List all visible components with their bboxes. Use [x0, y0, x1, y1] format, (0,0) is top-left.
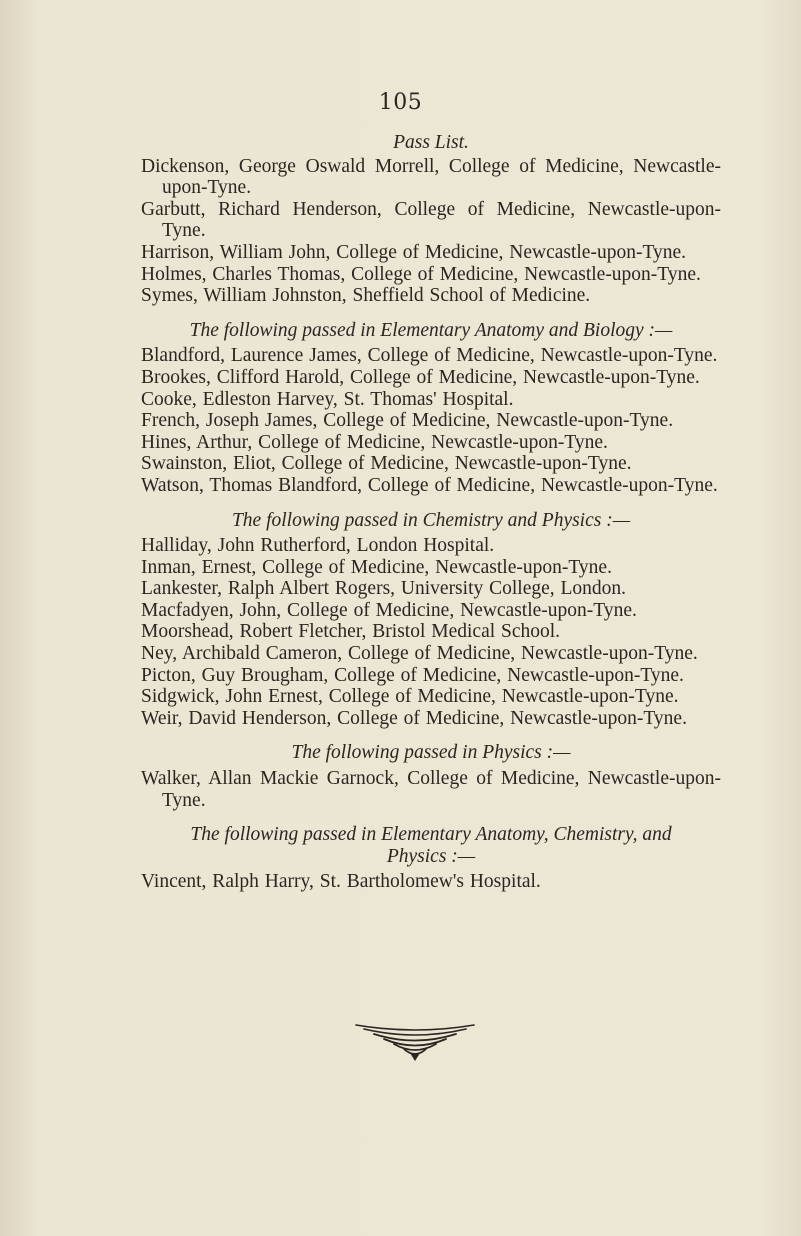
- section-heading: The following passed in Chemistry and Physics :—: [231, 509, 631, 531]
- list-entry: Swainston, Eliot, College of Medicine, Newcastle-upon-Tyne.: [141, 453, 632, 475]
- pass-list-title: Pass List.: [393, 132, 469, 153]
- list-entry: French, Joseph James, College of Medicine, Newcastle-upon-Tyne.: [141, 410, 674, 432]
- list-entry: Ney, Archibald Cameron, College of Medicine, Newcastle-upon-Tyne.: [141, 643, 698, 665]
- list-entry: Sidgwick, John Ernest, College of Medicine, Newcastle-upon-Tyne.: [141, 686, 679, 708]
- pass-list-content: [141, 132, 721, 893]
- list-entry: Symes, William Johnston, Sheffield School of Medicine.: [141, 285, 591, 307]
- list-entry: Halliday, John Rutherford, London Hospital.: [141, 535, 495, 557]
- list-entry: Blandford, Laurence James, College of Medicine, Newcastle-upon-Tyne.: [141, 345, 718, 367]
- list-entry: Brookes, Clifford Harold, College of Medicine, Newcastle-upon-Tyne.: [141, 366, 700, 388]
- page-number: 105: [378, 90, 423, 115]
- section-chemistry-physics: [141, 510, 721, 730]
- section-heading: The following passed in Physics :—: [291, 742, 571, 764]
- list-entry: Hines, Arthur, College of Medicine, Newcastle-upon-Tyne.: [141, 431, 608, 453]
- list-entry: Watson, Thomas Blandford, College of Medicine, Newcastle-upon-Tyne.: [141, 474, 718, 496]
- section-heading: The following passed in Elementary Anatomy and Biology :—: [189, 319, 673, 341]
- printers-tailpiece-ornament-icon: [352, 1021, 478, 1063]
- list-entry: Lankester, Ralph Albert Rogers, University College, London.: [141, 578, 627, 600]
- list-entry: Holmes, Charles Thomas, College of Medicine, Newcastle-upon-Tyne.: [141, 263, 701, 285]
- list-entry: Dickenson, George Oswald Morrell, College of Medicine, Newcastle-upon-Tyne.: [141, 155, 721, 199]
- list-entry: Garbutt, Richard Henderson, College of Medicine, Newcastle-upon-Tyne.: [141, 198, 721, 242]
- list-entry: Moorshead, Robert Fletcher, Bristol Medical School.: [141, 621, 561, 643]
- section-anatomy-chemistry-physics: [141, 824, 721, 893]
- section-heading: The following passed in Elementary Anatomy, Chemistry, and Physics :—: [190, 824, 672, 867]
- list-entry: Weir, David Henderson, College of Medicine, Newcastle-upon-Tyne.: [141, 707, 687, 729]
- section-physics: [141, 742, 721, 811]
- list-entry: Inman, Ernest, College of Medicine, Newcastle-upon-Tyne.: [141, 556, 612, 578]
- list-entry: Harrison, William John, College of Medicine, Newcastle-upon-Tyne.: [141, 241, 687, 263]
- list-entry: Picton, Guy Brougham, College of Medicine, Newcastle-upon-Tyne.: [141, 664, 684, 686]
- list-entry: Walker, Allan Mackie Garnock, College of Medicine, Newcastle-upon-Tyne.: [141, 768, 721, 811]
- section-main: [141, 156, 721, 307]
- list-entry: Macfadyen, John, College of Medicine, Newcastle-upon-Tyne.: [141, 599, 637, 621]
- section-anatomy-biology: [141, 320, 721, 497]
- list-entry: Cooke, Edleston Harvey, St. Thomas' Hospital.: [141, 388, 514, 410]
- list-entry: Vincent, Ralph Harry, St. Bartholomew's Hospital.: [141, 871, 541, 893]
